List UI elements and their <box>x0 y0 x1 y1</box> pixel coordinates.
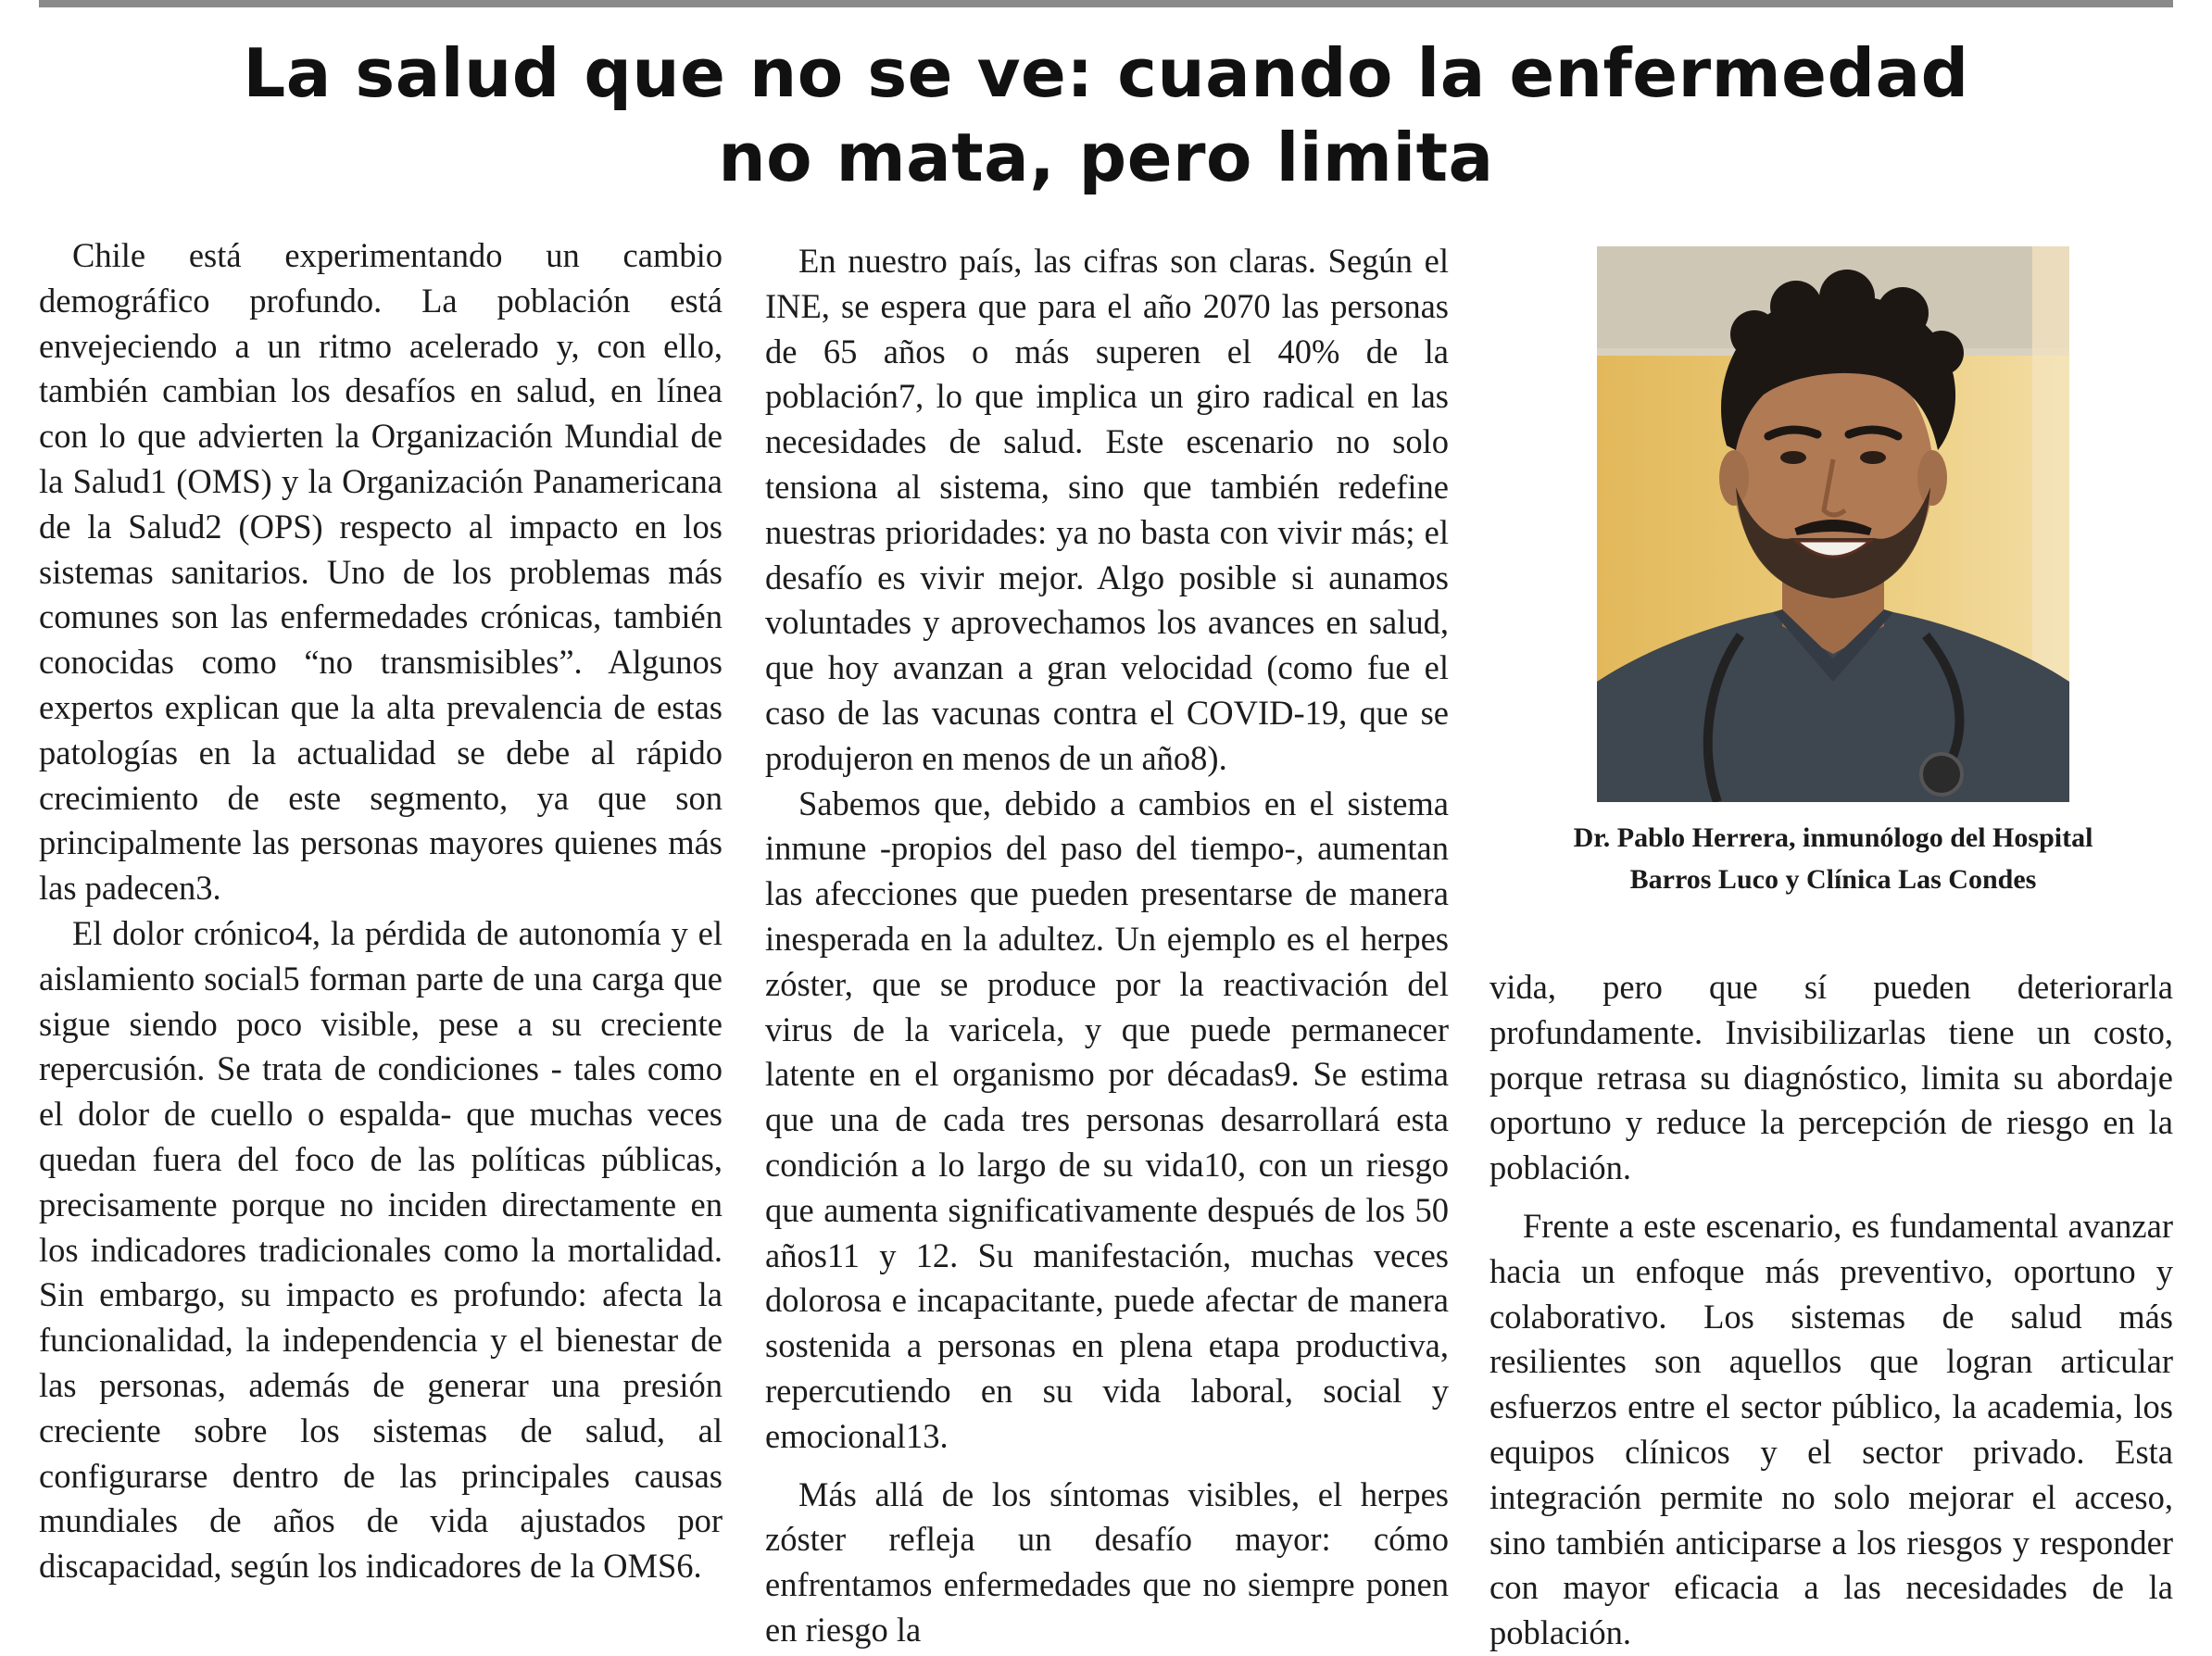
left-ear <box>1719 450 1749 506</box>
hair-curl <box>1919 331 1964 375</box>
hair-curl <box>1819 270 1875 325</box>
caption-line-2: Barros Luco y Clínica Las Condes <box>1629 864 2037 895</box>
portrait-photo <box>1597 246 2069 802</box>
headline-line-1: La salud que no se ve: cuando la enfermedad <box>243 34 1969 112</box>
hair-curl <box>1770 281 1822 332</box>
article-column-1 <box>39 233 723 1589</box>
column-2-paragraph-3: Más allá de los síntomas visibles, el herpes zóster refleja un desafío mayor: cómo enfrentamos enfermedades que no siempre ponen en riesgo la <box>765 1474 1449 1649</box>
article-column-2 <box>765 239 1449 1653</box>
hair-curl <box>1730 310 1778 358</box>
hair-curl <box>1877 287 1929 339</box>
column-1-paragraph-1: Chile está experimentando un cambio demográfico profundo. La población está envejeciendo a un ritmo acelerado y, con ello, también cambian los desafíos en salud, en línea con lo que advierten la Organización Mundial de la Salud1 (OMS) y la Organización Panamericana de la Salud2 (OPS) respecto al impacto en los sistemas sanitarios. Uno de los problemas más comunes son las enfermedades crónicas, también conocidas como “no transmisibles”. Algunos expertos explican que la alta prevalencia de estas patologías en la actualidad se debe al rápido crecimiento de este segmento, ya que son principalmente las personas mayores quienes más las padecen3. <box>39 236 723 908</box>
right-eye <box>1860 451 1886 464</box>
article-column-3 <box>1489 965 2173 1656</box>
column-1-paragraph-2: El dolor crónico4, la pérdida de autonomía y el aislamiento social5 forman parte de una carga que sigue siendo poco visible, pese a su creciente repercusión. Se trata de condiciones - tales como el dolor de cuello o espalda- que muchas veces quedan fuera del foco de las políticas públicas, precisamente porque no inciden directamente en los indicadores tradicionales como la mortalidad. Sin embargo, su impacto es profundo: afecta la funcionalidad, la independencia y el bienestar de las personas, además de generar una presión creciente sobre los sistemas de salud, al configurarse dentro de las principales causas mundiales de años de vida ajustados por discapacidad, según los indicadores de la OMS6. <box>39 913 723 1586</box>
column-3-paragraph-1: vida, pero que sí pueden deteriorarla profundamente. Invisibilizarlas tiene un costo, porque retrasa su diagnóstico, limita su abordaje oportuno y reduce la percepción de riesgo en la población. <box>1489 968 2173 1187</box>
headline <box>0 31 2212 200</box>
column-2-paragraph-1: En nuestro país, las cifras son claras. Según el INE, se espera que para el año 2070 las personas de 65 años o más superen el 40% de la población7, lo que implica un giro radical en las necesidades de salud. Este escenario no solo tensiona al sistema, sino que también redefine nuestras prioridades: ya no basta con vivir más; el desafío es vivir mejor. Algo posible si aunamos voluntades y aprovechamos los avances en salud, que hoy avanzan a gran velocidad (como fue el caso de las vacunas contra el COVID-19, que se produjeron en menos de un año8). <box>765 242 1449 777</box>
photo-caption <box>1501 817 2166 900</box>
column-3-paragraph-2: Frente a este escenario, es fundamental avanzar hacia un enfoque más preventivo, oportuno y colaborativo. Los sistemas de salud más resilientes son aquellos que logran articular esfuerzos entre el sector público, la academia, los equipos clínicos y el sector privado. Esta integración permite no solo mejorar el acceso, sino también anticiparse a los riesgos y responder con mayor eficacia a las necesidades de la población. <box>1489 1206 2173 1652</box>
caption-line-1: Dr. Pablo Herrera, inmunólogo del Hospital <box>1573 822 2093 853</box>
headline-line-2: no mata, pero limita <box>718 119 1494 196</box>
column-2-paragraph-2: Sabemos que, debido a cambios en el sistema inmune -propios del paso del tiempo-, aumentan las afecciones que pueden presentarse de manera inesperada en la adultez. Un ejemplo es el herpes zóster, que se produce por la reactivación del virus de la varicela, y que puede permanecer latente en el organismo por décadas9. Se estima que una de cada tres personas desarrollará esta condición a lo largo de su vida10, con un riesgo que aumenta significativamente después de los 50 años11 y 12. Su manifestación, muchas veces dolorosa e incapacitante, puede afectar de manera sostenida a personas en plena etapa productiva, repercutiendo en su vida laboral, social y emocional13. <box>765 784 1449 1455</box>
portrait-illustration <box>1597 246 2069 802</box>
mustache <box>1796 523 1870 532</box>
right-ear <box>1917 450 1947 506</box>
top-rule <box>39 0 2173 7</box>
left-eye <box>1780 451 1806 464</box>
stethoscope-chestpiece <box>1921 754 1962 795</box>
